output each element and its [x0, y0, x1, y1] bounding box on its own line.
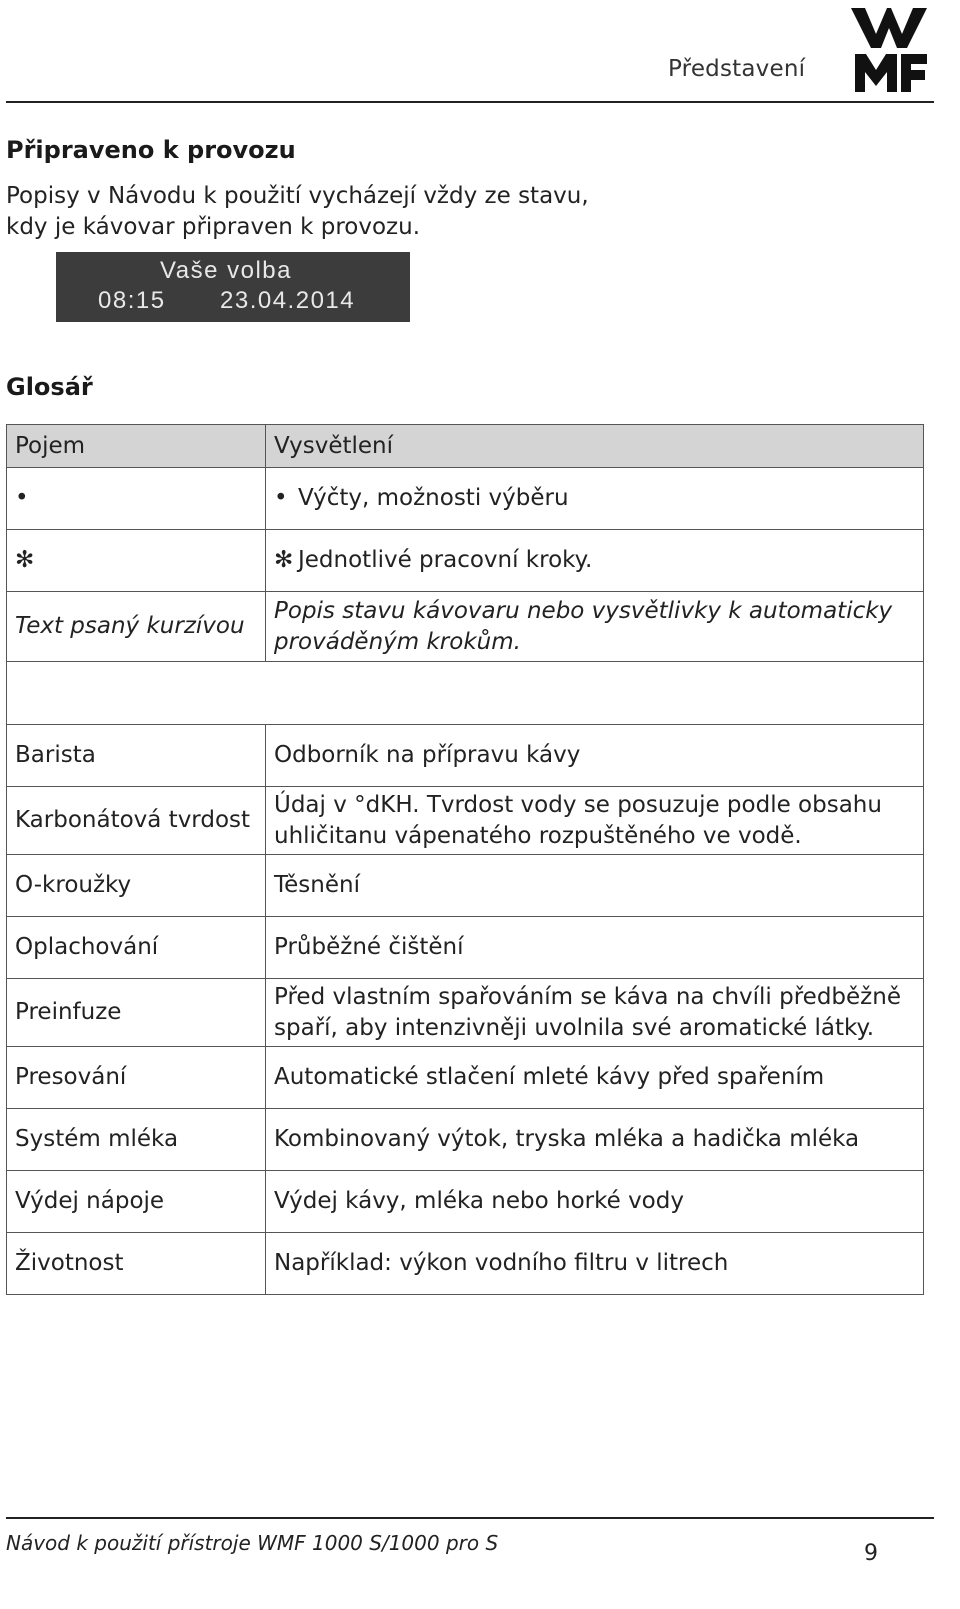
table-row: [7, 979, 924, 1047]
table-cell-term: Systém mléka: [7, 1109, 266, 1171]
table-row: [7, 855, 924, 917]
table-cell-term: Životnost: [7, 1233, 266, 1295]
table-cell-explanation: Těsnění: [266, 855, 924, 917]
table-cell-term: O-kroužky: [7, 855, 266, 917]
table-cell-explanation: Údaj v °dKH. Tvrdost vody se posuzuje podle obsahu uhličitanu vápenatého rozpuštěného ve vodě.: [266, 787, 924, 855]
table-cell-term: Preinfuze: [7, 979, 266, 1047]
display-date: 23.04.2014: [220, 287, 356, 314]
table-row: [7, 530, 924, 592]
table-cell-explanation: Odborník na přípravu kávy: [266, 725, 924, 787]
table-row: [7, 1047, 924, 1109]
table-cell-term: Presování: [7, 1047, 266, 1109]
step-symbol: ✻: [274, 547, 294, 573]
page-number: 9: [864, 1541, 878, 1566]
table-row: [7, 1171, 924, 1233]
table-spacer-row: [7, 662, 924, 725]
table-cell-term: Oplachování: [7, 917, 266, 979]
table-row: [7, 1109, 924, 1171]
ready-intro: Popisy v Návodu k použití vycházejí vždy ze stavu, kdy je kávovar připraven k provozu.: [6, 183, 589, 240]
table-cell-explanation: Kombinovaný výtok, tryska mléka a hadička mléka: [266, 1109, 924, 1171]
table-row: [7, 725, 924, 787]
bullet-symbol: •: [7, 468, 266, 530]
explanation-text: Výčty, možnosti výběru: [298, 485, 569, 511]
machine-display: [56, 252, 410, 322]
table-spacer-cell: [7, 662, 924, 725]
step-symbol: ✻: [7, 530, 266, 592]
table-cell-term: Výdej nápoje: [7, 1171, 266, 1233]
display-choice-text: Vaše volba: [160, 257, 292, 284]
ready-heading: Připraveno k provozu: [6, 136, 296, 164]
footer-rule: [6, 1517, 934, 1519]
table-cell-term: Barista: [7, 725, 266, 787]
table-cell-term: Text psaný kurzívou: [7, 592, 266, 662]
display-time: 08:15: [98, 287, 166, 314]
table-row: [7, 787, 924, 855]
table-cell-explanation: Popis stavu kávovaru nebo vysvětlivky k automaticky prováděným krokům.: [266, 592, 924, 662]
footer-manual-title: Návod k použití přístroje WMF 1000 S/1000 pro S: [6, 1531, 499, 1555]
table-cell-explanation: Před vlastním spařováním se káva na chvíli předběžně spaří, aby intenzivněji uvolnila své aromatické látky.: [266, 979, 924, 1047]
table-row: [7, 1233, 924, 1295]
table-cell-explanation: [266, 530, 924, 592]
table-row: [7, 917, 924, 979]
wmf-logo: [849, 4, 929, 94]
table-header-row: [7, 425, 924, 468]
bullet-symbol: •: [274, 485, 288, 511]
header-rule: [6, 101, 934, 103]
table-cell-explanation: Výdej kávy, mléka nebo horké vody: [266, 1171, 924, 1233]
column-header-term: Pojem: [7, 425, 266, 468]
table-cell-explanation: Automatické stlačení mleté kávy před spařením: [266, 1047, 924, 1109]
table-row: [7, 592, 924, 662]
section-title: Představení: [668, 56, 806, 82]
table-cell-explanation: Průběžné čištění: [266, 917, 924, 979]
glossary-heading: Glosář: [6, 373, 93, 401]
table-cell-term: Karbonátová tvrdost: [7, 787, 266, 855]
table-cell-explanation: Například: výkon vodního filtru v litrech: [266, 1233, 924, 1295]
glossary-table: [6, 424, 924, 1295]
table-row: [7, 468, 924, 530]
column-header-explanation: Vysvětlení: [266, 425, 924, 468]
explanation-text: Jednotlivé pracovní kroky.: [298, 547, 593, 573]
table-cell-explanation: [266, 468, 924, 530]
